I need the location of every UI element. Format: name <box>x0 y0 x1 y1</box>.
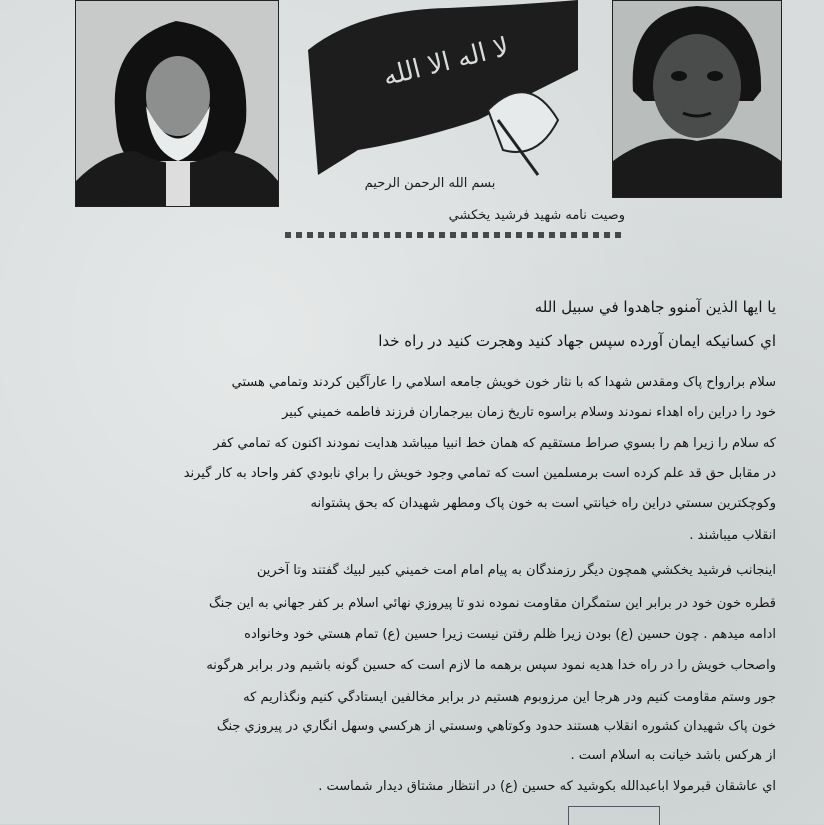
body-line: كه سلام را زيرا هم را بسوي صراط مستقيم كه همان خط انبيا ميباشد هدايت نمودند اكنون كه تمامي كفر <box>213 436 776 451</box>
body-line: انقلاب ميباشند . <box>689 528 776 543</box>
stamp-mark <box>568 806 660 825</box>
portrait-right-image <box>613 1 781 197</box>
body-line: جور وستم مقاومت كنيم ودر هرجا اين مرزوبوم هستيم در برابر مخالفين ايستادگي كنيم ونگذاريم كه <box>243 690 776 705</box>
verse-line-2: اي كسانيكه ايمان آورده سپس جهاد كنيد وهجرت كنيد در راه خدا <box>378 332 776 350</box>
portrait-right <box>612 0 782 198</box>
body-line: وكوچكترين سستي دراين راه خيانتي است به خون پاک ومطهر شهيدان كه بحق پشتوانه <box>310 496 776 511</box>
title-underline <box>285 232 625 238</box>
body-line: از هركس باشد خيانت به اسلام است . <box>570 748 776 763</box>
portrait-left <box>75 0 279 207</box>
banner-flag <box>298 0 594 178</box>
body-line: اينجانب فرشيد يخكشي همچون ديگر رزمندگان به پيام امام امت خميني كبير لبيك گفتند وتا آخرين <box>256 563 776 578</box>
verse-line-1: يا ايها الذين آمنوو جاهدوا في سبيل الله <box>534 298 776 316</box>
banner-text: لا اله الا الله <box>380 32 513 93</box>
document-title: وصيت نامه شهيد فرشيد يخكشي <box>448 208 625 223</box>
body-line: سلام برارواح پاک ومقدس شهدا كه با نثار خون خويش جامعه اسلامي را عارآگين كردند وتمامي هستي <box>231 375 776 390</box>
body-line: خود را دراين راه اهداء نمودند وسلام براسوه تاريخ زمان بيرجماران فرزند فاطمه خميني كبير <box>282 405 776 420</box>
body-line: اي عاشقان قبرمولا اباعبدالله بكوشيد كه حسين (ع) در انتظار مشتاق ديدار شماست . <box>318 779 776 794</box>
body-line: ادامه ميدهم . چون حسين (ع) بودن زيرا ظلم رفتن نيست زيرا حسين (ع) تمام هستي خود وخانواده <box>244 627 776 642</box>
body-line: واصحاب خويش را در راه خدا هديه نمود سپس برهمه ما لازم است كه حسين گونه باشيم ودر برابر هرگونه <box>206 658 776 673</box>
body-line: قطره خون خود در برابر اين ستمگران مقاومت نموده ندو تا پيروزي نهائي اسلام بر كفر جهاني به اين جنگ <box>209 596 776 611</box>
body-line: خون پاک شهيدان كشوره انقلاب هستند حدود وكوتاهي وسستي از هركسي وسهل انگاري در پيروزي جنگ <box>216 719 776 734</box>
portrait-left-image <box>76 1 278 206</box>
basmala: بسم الله الرحمن الرحيم <box>364 176 496 191</box>
banner-flag-image <box>298 0 594 178</box>
body-line: در مقابل حق قد علم كرده است برمسلمين است كه تمامي وجود خويش را براي نابودي كفر واحاد به كار گيرند <box>183 466 776 481</box>
